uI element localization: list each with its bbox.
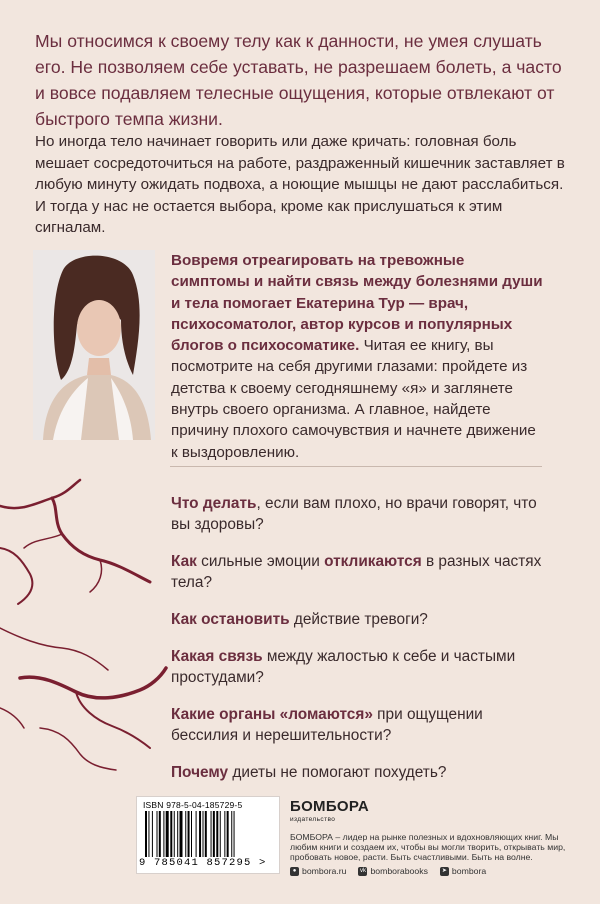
- bio-bold-text: Вовремя отреагировать на тревожные симптомы и найти связь между болезнями души и тела помогает Екатерина Тур — врач, психосоматолог, автор курсов и популярных блогов о психосоматике.: [171, 252, 543, 355]
- barcode-bars: [145, 811, 271, 857]
- social-links: [290, 866, 486, 876]
- social-telegram[interactable]: [440, 866, 486, 876]
- question-item: [171, 762, 551, 783]
- question-keyword: Какие органы «ломаются»: [171, 706, 373, 723]
- question-text: диеты не помогают похудеть?: [228, 764, 447, 781]
- bio-regular-text: Читая ее книгу, вы посмотрите на себя другими глазами: пройдете из детства к своему сегодняшнему «я» и заглянете внутрь своего организма. А главное, найдете причину плохого самочувствия и начнете движение к выздоровлению.: [171, 337, 536, 461]
- question-item: [171, 646, 551, 688]
- question-keyword: откликаются: [324, 553, 422, 570]
- section-divider: [170, 466, 542, 467]
- questions-list: [171, 493, 551, 799]
- social-label: bombora: [451, 866, 487, 876]
- question-item: [171, 493, 551, 535]
- social-label: bomborabooks: [370, 866, 428, 876]
- publisher-subtitle: издательство: [290, 816, 336, 823]
- social-site[interactable]: [290, 866, 346, 876]
- question-keyword: Как: [171, 553, 197, 570]
- question-text: в разных частях тела?: [171, 553, 542, 591]
- question-keyword: Какая связь: [171, 648, 263, 665]
- intro-paragraph: Но иногда тело начинает говорить или даже кричать: головная боль мешает сосредоточиться на работе, раздраженный кишечник заставляет в любую минуту ожидать подвоха, а ноющие мышцы не дают расслабиться. И тогда у нас не остается выбора, кроме как прислушаться к этим сигналам.: [35, 133, 565, 236]
- question-text: между жалостью к себе и частыми простудами?: [171, 648, 516, 686]
- telegram-icon: ➤: [441, 867, 447, 874]
- crack-illustration: [0, 478, 170, 778]
- social-label: bombora.ru: [302, 866, 347, 876]
- publisher-logo: БОМБОРА: [290, 798, 370, 815]
- question-keyword: Как остановить: [171, 611, 290, 628]
- question-item: [171, 704, 551, 746]
- question-item: [171, 551, 551, 593]
- question-text: действие тревоги?: [289, 611, 428, 628]
- author-bio: [171, 250, 543, 463]
- isbn-label: ISBN 978-5-04-185729-5: [143, 800, 243, 810]
- question-text: , если вам плохо, но врачи говорят, что вы здоровы?: [171, 495, 537, 533]
- globe-icon: ●: [290, 867, 299, 876]
- author-photo: [33, 250, 155, 440]
- question-text: при ощущении бессилия и нерешительности?: [171, 706, 483, 744]
- barcode-digits: 9 785041 857295 >: [139, 857, 267, 869]
- question-item: [171, 609, 551, 630]
- question-keyword: Что делать: [171, 495, 257, 512]
- question-text: сильные эмоции: [196, 553, 325, 570]
- vk-icon: vk: [359, 867, 366, 874]
- question-keyword: Почему: [171, 764, 229, 781]
- social-vk[interactable]: [358, 866, 427, 876]
- publisher-description: БОМБОРА – лидер на рынке полезных и вдохновляющих книг. Мы любим книги и создаем их, чтобы вы могли творить, открывать мир, пробовать новое, расти. Быть счастливыми. Быть на волне.: [290, 832, 566, 863]
- lead-paragraph: Мы относимся к своему телу как к данности, не умея слушать его. Не позволяем себе уставать, не разрешаем болеть, а часто и вовсе подавляем телесные ощущения, которые отвлекают от быстрого темпа жизни.: [35, 31, 562, 129]
- barcode: [136, 796, 280, 874]
